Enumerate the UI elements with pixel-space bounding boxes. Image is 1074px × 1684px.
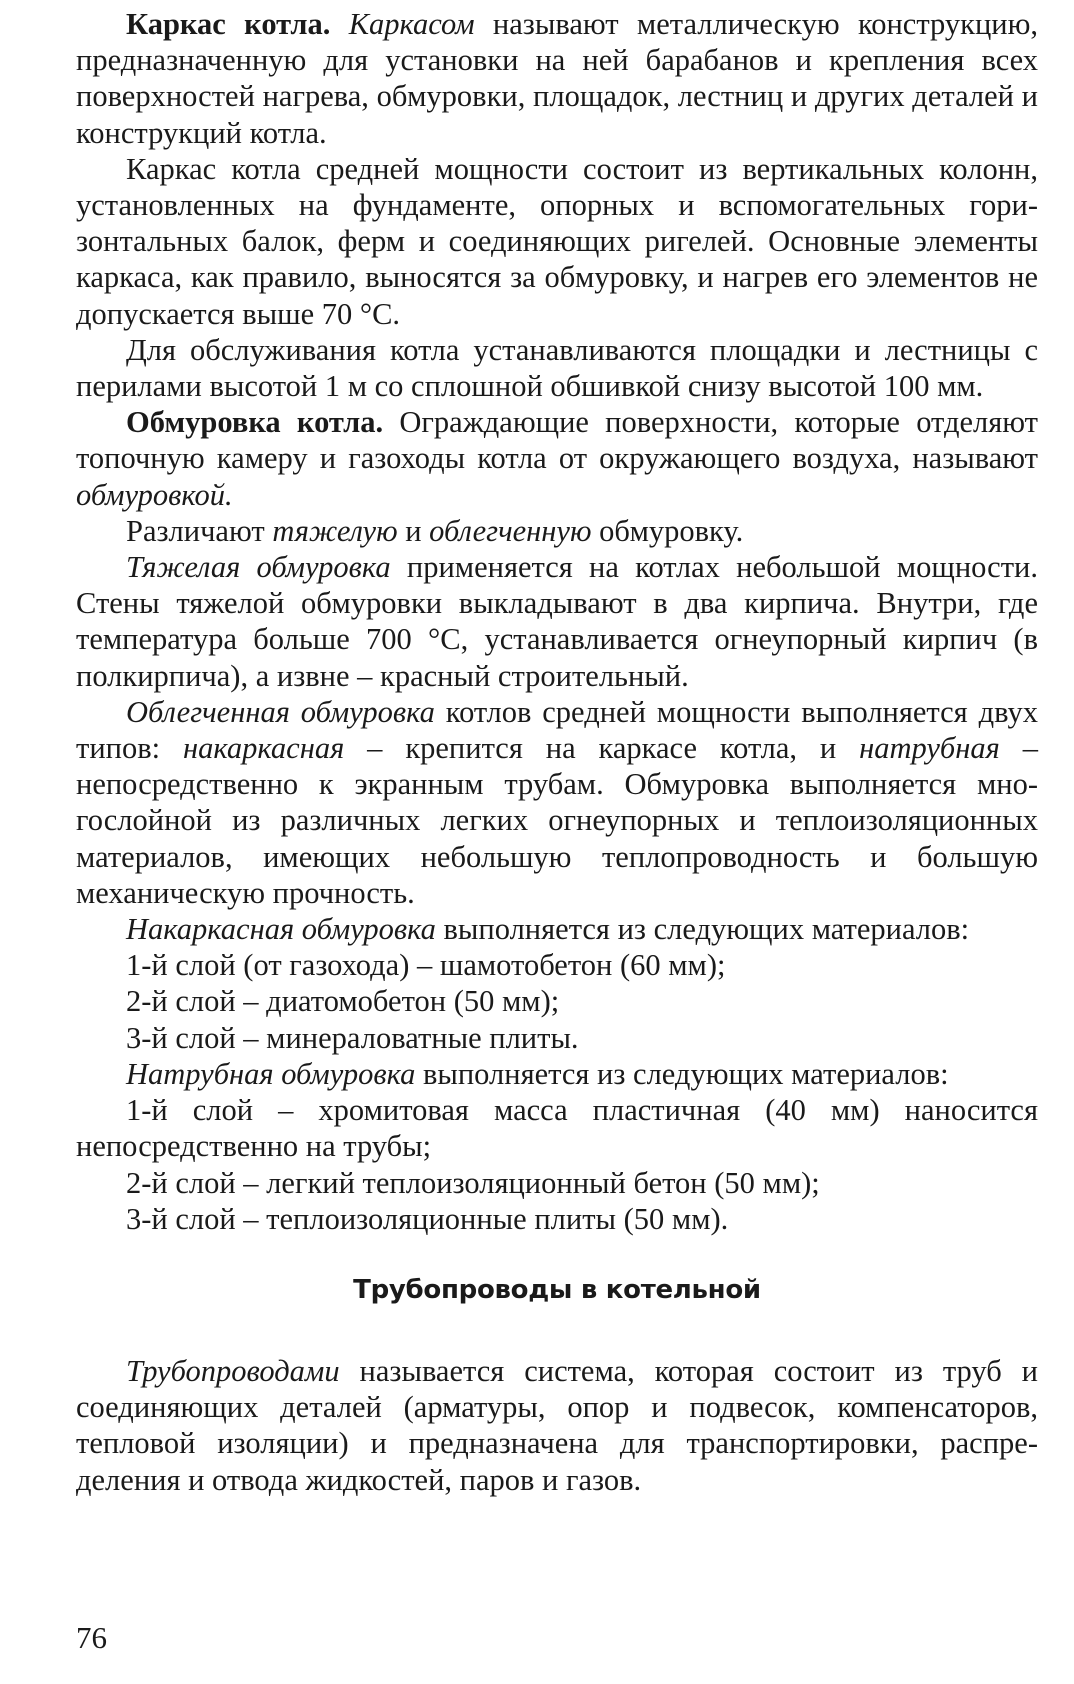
paragraph-heavy-lining [76, 549, 1038, 694]
paragraph-text: Различают [126, 513, 273, 548]
term-italic: Каркасом [348, 7, 475, 41]
paragraph-pipelines [76, 1353, 1038, 1498]
paragraph-text: называется система, которая состоит из труб и соединяющих деталей (арматуры, опор и подвесок, компенсаторов, тепловой изоляции) и предназначена для транспортировки, распределения и отвода жидкостей, паров и газов. [76, 1353, 1038, 1497]
paragraph-text: – крепится на каркасе котла, и [344, 731, 860, 766]
paragraph-text: выполняется из следующих материалов: [435, 912, 970, 947]
term-italic: Натрубная обмуровка [126, 1056, 416, 1091]
paragraph-text: выполняется из следующих материалов: [415, 1056, 949, 1091]
list-item: 2-й слой – легкий теплоизоляционный бетон (50 мм); [126, 1165, 820, 1200]
term-italic: натрубная [859, 731, 1000, 766]
paragraph-text: применяется на котлах небольшой мощности. Стены тяжелой обмуровки выкладывают в два кирпича. Внутри, где температура больше 700 °С, устанавливается огнеупорный кирпич (в полкирпича), а извне – красный строительный. [76, 550, 1038, 693]
paragraph-light-lining [76, 694, 1038, 911]
section-heading: Трубопроводы в котельной [353, 1274, 761, 1305]
term-heading: Обмуровка котла. [126, 405, 384, 440]
paragraph-lining [76, 404, 1038, 513]
paragraph-platforms: Для обслуживания котла устанавливаются площадки и лестницы с перилами высотой 1 м со сплошной обшивкой снизу высотой 100 мм. [76, 332, 1038, 404]
term-heading: Каркас котла. [126, 7, 331, 41]
list-item: 1-й слой (от газохода) – шамотобетон (60 мм); [126, 948, 726, 983]
term-italic: Облегченная обмуровка [126, 694, 435, 729]
list-item: 3-й слой – минераловатные плиты. [126, 1020, 579, 1055]
page-number: 76 [76, 1620, 107, 1655]
paragraph-frame-lining [76, 911, 1038, 947]
paragraph-lining-types [76, 513, 1038, 549]
paragraph-text: называют металлическую конструкцию, предназначенную для установки на ней барабанов и крепления всех поверхностей нагрева, обмуровки, площадок, лестниц и других деталей и конструкций котла. [76, 7, 1038, 150]
term-italic: Накаркасная обмуровка [126, 912, 436, 947]
term-italic: облегченную [429, 513, 592, 548]
term-italic: Трубопроводами [126, 1353, 340, 1388]
paragraph-text: – непосредственно к экранным трубам. Обмуровка выполняется многослойной из различных легких огнеупорных и теплоизоляционных материалов, имеющих небольшую теплопроводность и большую механическую прочность. [76, 731, 1038, 910]
paragraph-boiler-frame [76, 6, 1038, 151]
paragraph-tube-lining [76, 1056, 1038, 1092]
term-italic: накаркасная [183, 731, 345, 766]
list-item: 3-й слой – теплоизоляционные плиты (50 мм). [126, 1201, 729, 1236]
paragraph-text: котлов средней мощности выполняется двух типов: [76, 694, 1038, 766]
term-italic: Тяжелая обмуровка [126, 550, 391, 585]
paragraph-text: Ограждающие поверхности, которые отделяют топочную камеру и газоходы котла от окружающего воздуха, называют [76, 405, 1038, 476]
paragraph-frame-structure: Каркас котла средней мощности состоит из вертикальных колонн, установленных на фундаменте, опорных и вспомогательных горизонтальных балок, ферм и соединяющих ригелей. Основные элементы каркаса, как правило, выносятся за обмуровку, и нагрев его элементов не допускается выше 70 °С. [76, 151, 1038, 331]
term-italic: обмуровкой. [76, 477, 233, 512]
term-italic: тяжелую [272, 513, 398, 548]
list-item: 1-й слой – хромитовая масса пластичная (40 мм) наносится непосредственно на трубы; [76, 1093, 1038, 1164]
list-item: 2-й слой – диатомобетон (50 мм); [126, 984, 560, 1019]
paragraph-text: и [397, 513, 430, 548]
paragraph-text: обмуровку. [591, 513, 744, 548]
